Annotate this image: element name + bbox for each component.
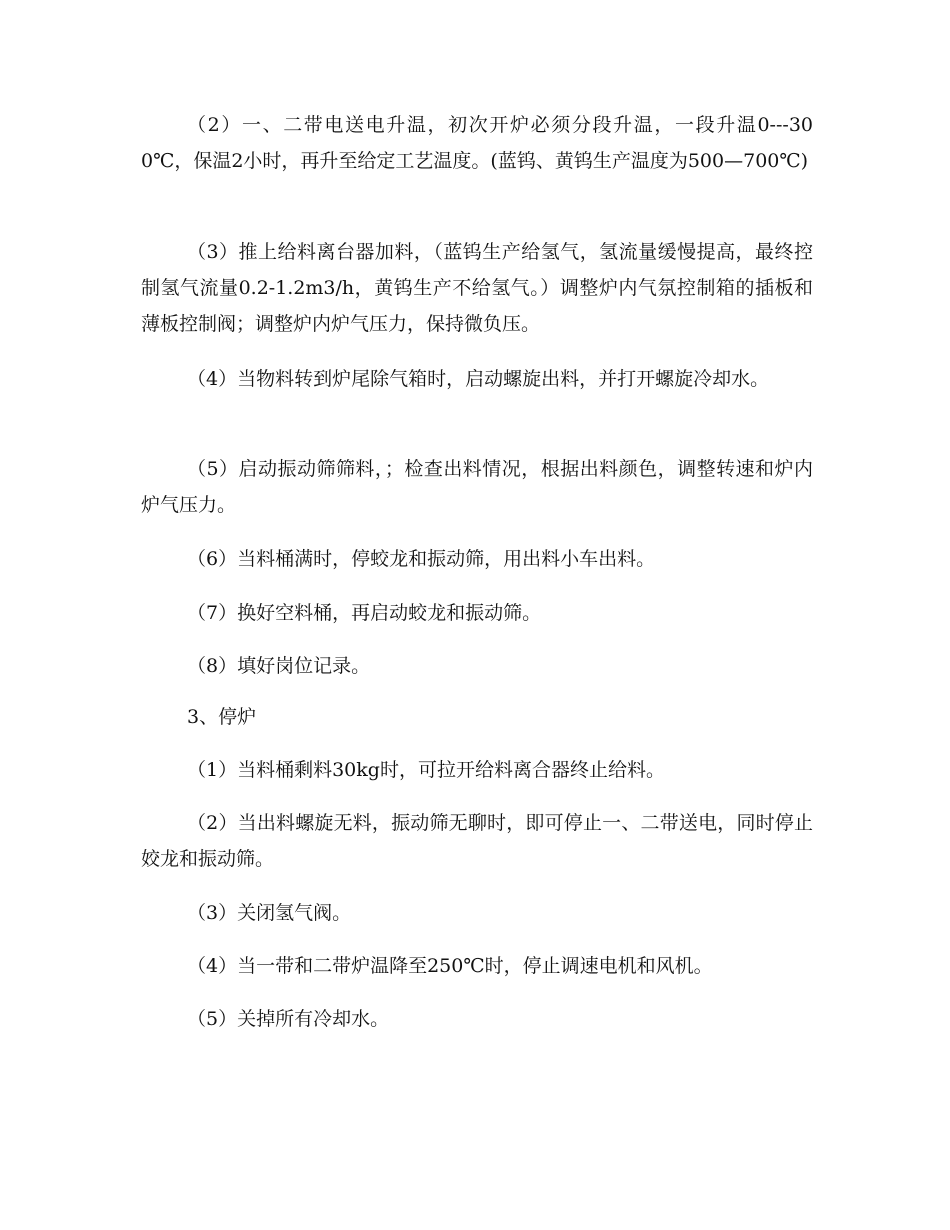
paragraph-step-8-record: （8）填好岗位记录。: [187, 655, 371, 677]
section-heading-stop-furnace: 3、停炉: [187, 706, 257, 728]
paragraph-step-4-discharge: （4）当物料转到炉尾除气箱时，启动螺旋出料，并打开螺旋冷却水。: [187, 368, 770, 390]
paragraph-stop-step-2: （2）当出料螺旋无料，振动筛无聊时，即可停止一、二带送电，同时停止姣龙和振动筛。: [141, 812, 813, 870]
paragraph-step-3-feeding: （3）推上给料离台器加料，（蓝钨生产给氢气，氢流量缓慢提高，最终控制氢气流量0.2-1.2m3/h，黄钨生产不给氢气。）调整炉内气氛控制箱的插板和薄板控制阀；调整炉内炉气压力，保持微负压。: [141, 241, 813, 335]
paragraph-step-5-screening: （5）启动振动筛筛料，；检查出料情况，根据出料颜色，调整转速和炉内炉气压力。: [141, 458, 813, 516]
paragraph-step-6-bucket-full: （6）当料桶满时，停蛟龙和振动筛，用出料小车出料。: [187, 548, 656, 570]
paragraph-stop-step-5: （5）关掉所有冷却水。: [187, 1008, 390, 1030]
paragraph-step-7-replace-bucket: （7）换好空料桶，再启动蛟龙和振动筛。: [187, 602, 542, 624]
paragraph-step-2-heating: （2）一、二带电送电升温，初次开炉必须分段升温，一段升温0---300℃，保温2小时，再升至给定工艺温度。(蓝钨、黄钨生产温度为500—700℃): [141, 114, 813, 172]
paragraph-stop-step-4: （4）当一带和二带炉温降至250℃时，停止调速电机和风机。: [187, 955, 713, 977]
paragraph-stop-step-3: （3）关闭氢气阀。: [187, 902, 352, 924]
paragraph-stop-step-1: （1）当料桶剩料30kg时，可拉开给料离合器终止给料。: [187, 759, 665, 781]
